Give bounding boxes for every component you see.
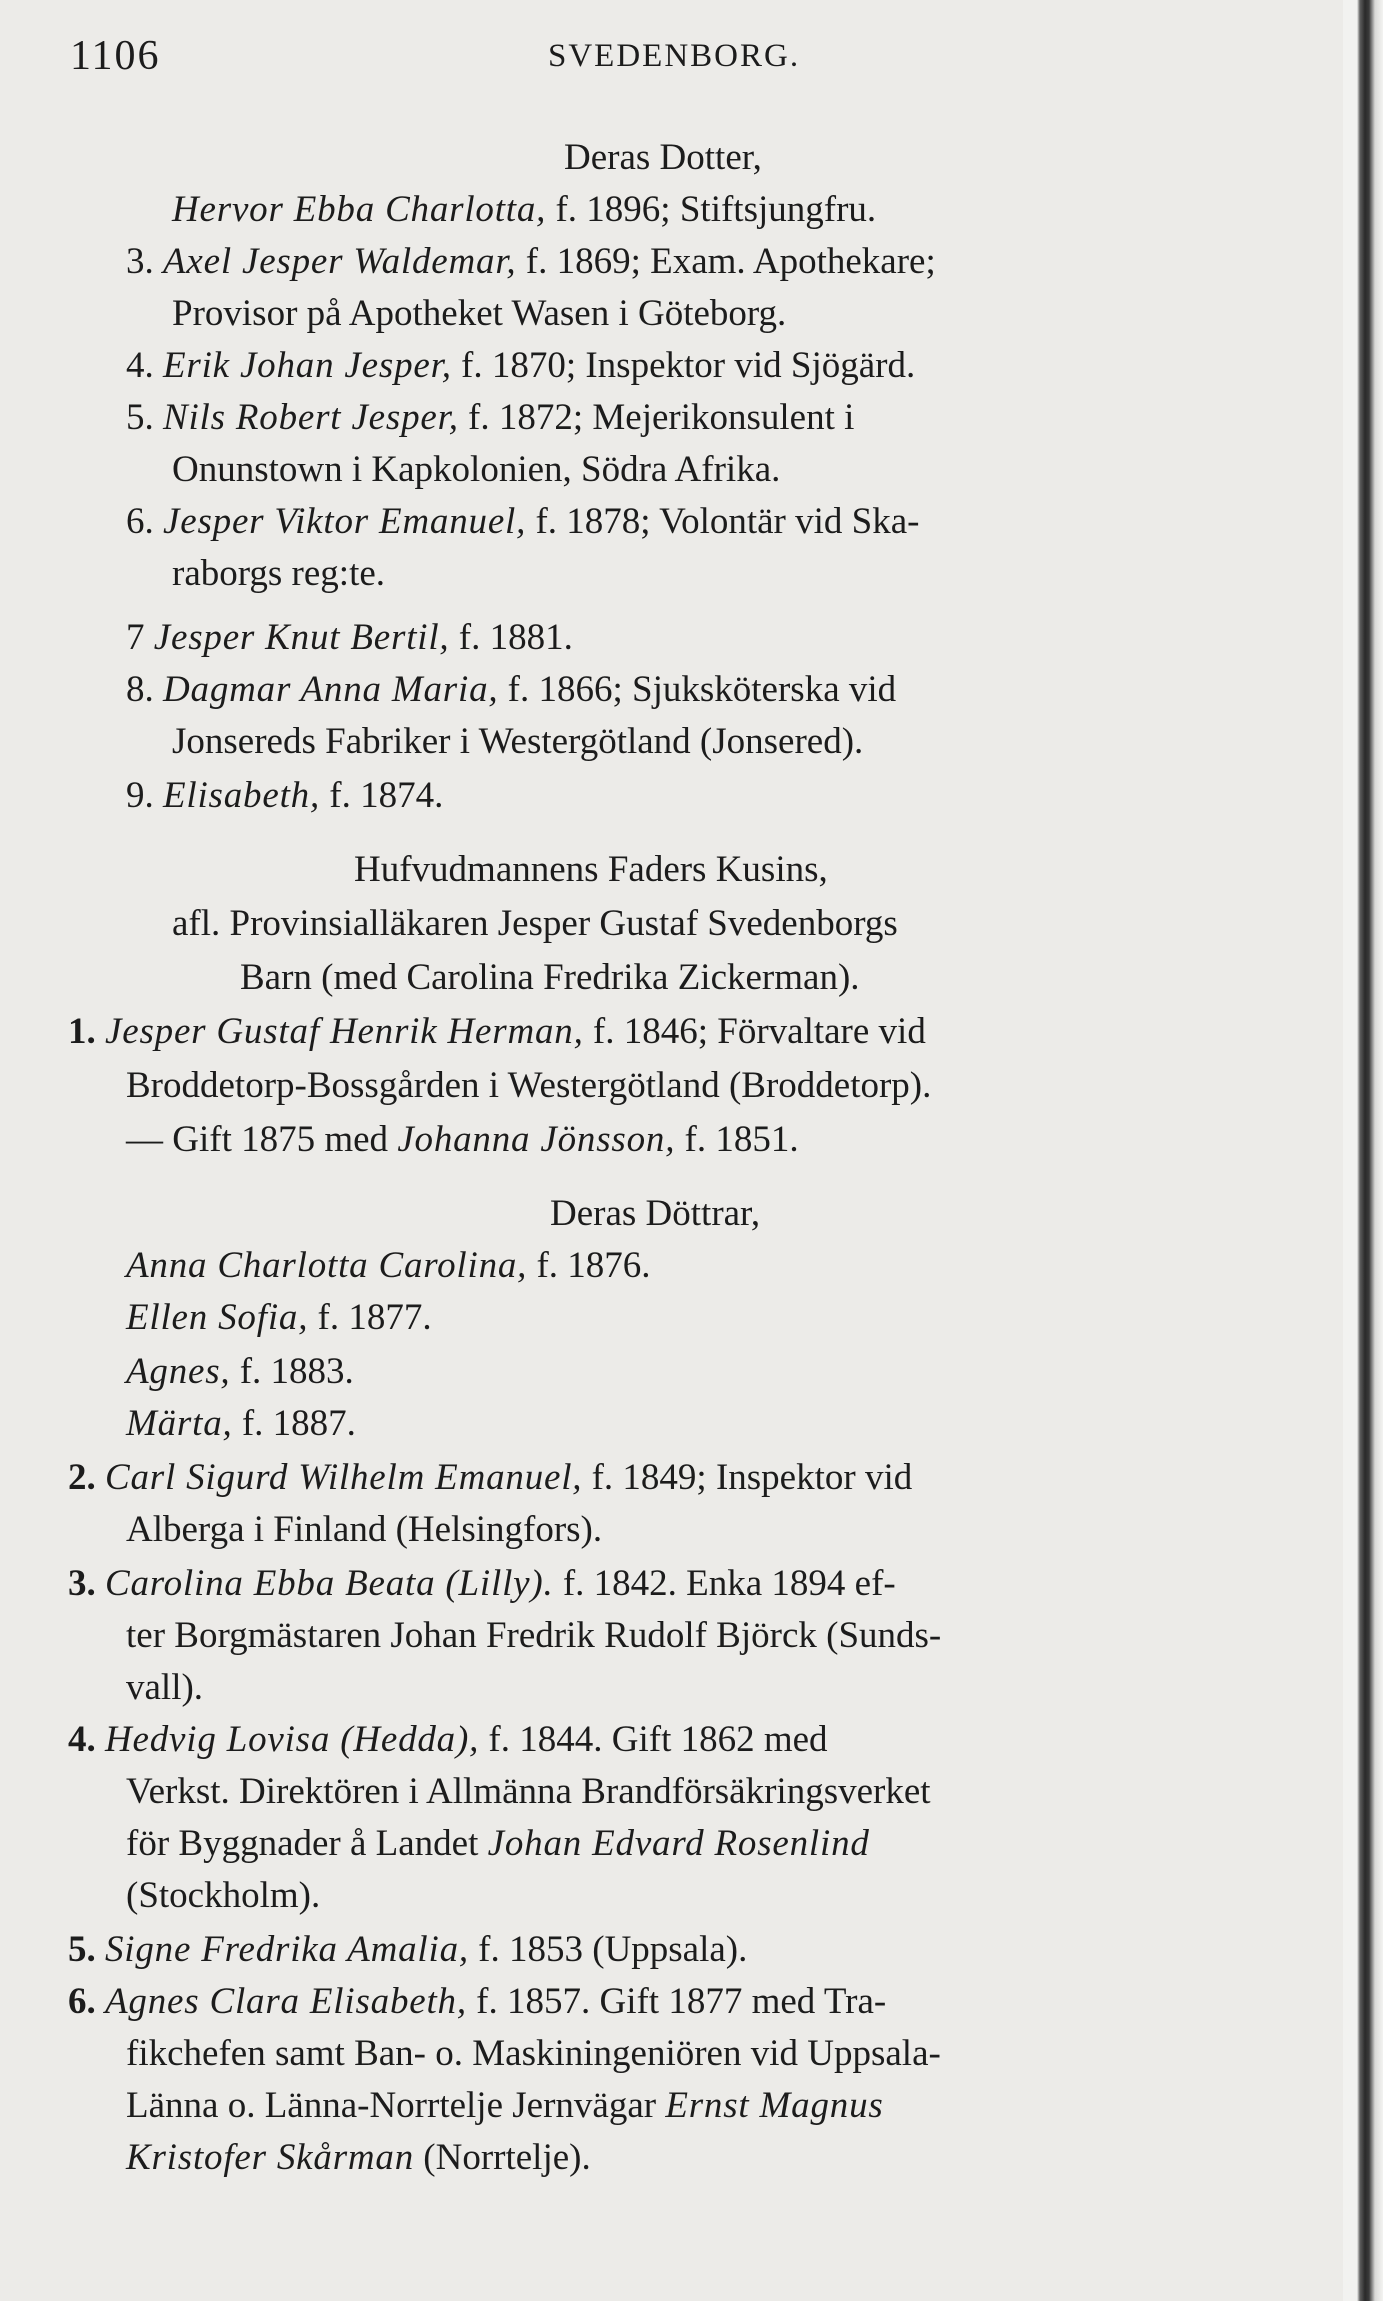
list-item	[68, 1928, 747, 1972]
section-heading: Barn (med Carolina Fredrika Zickerman).	[240, 957, 860, 998]
person-name: Hedvig Lovisa (Hedda),	[105, 1719, 480, 1760]
list-item	[126, 344, 915, 388]
list-item	[126, 1244, 651, 1288]
person-details: f. 1877.	[317, 1297, 432, 1338]
person-name: Dagmar Anna Maria,	[163, 669, 499, 710]
list-item	[172, 188, 876, 232]
person-details: f. 1872; Mejerikonsulent i	[468, 397, 855, 438]
person-name: Axel Jesper Waldemar,	[163, 241, 517, 282]
section-heading: Hufvudmannens Faders Kusins,	[354, 849, 828, 890]
list-item	[126, 396, 854, 440]
person-name: Agnes Clara Elisabeth,	[105, 1981, 467, 2022]
person-name: Carl Sigurd Wilhelm Emanuel,	[105, 1457, 583, 1498]
list-item-continuation: fikchefen samt Ban- o. Maskiningeniören vid Uppsala-	[126, 2033, 941, 2074]
section-heading: Deras Dotter,	[564, 137, 762, 178]
list-item-continuation: (Stockholm).	[126, 1875, 321, 1916]
person-name: Elisabeth,	[163, 775, 321, 816]
list-item	[126, 1402, 356, 1446]
list-item	[68, 1980, 886, 2024]
page-number: 1106	[70, 33, 161, 79]
person-details: f. 1851.	[684, 1119, 799, 1160]
item-number: 5.	[126, 397, 154, 438]
item-number: 6.	[126, 501, 154, 542]
person-details: f. 1842. Enka 1894 ef-	[562, 1563, 896, 1604]
person-name: Jesper Knut Bertil,	[153, 617, 450, 658]
list-item	[126, 240, 936, 284]
person-details: f. 1887.	[241, 1403, 356, 1444]
list-item-continuation: Broddetorp-Bossgården i Westergötland (Broddetorp).	[126, 1065, 932, 1106]
person-name: Johanna Jönsson,	[397, 1119, 676, 1160]
item-number: 9.	[126, 775, 154, 816]
list-item	[126, 1350, 354, 1394]
person-details: f. 1853 (Uppsala).	[478, 1929, 748, 1970]
list-item	[68, 1010, 926, 1054]
list-item-continuation: vall).	[126, 1667, 204, 1708]
person-name: Anna Charlotta Carolina,	[126, 1245, 528, 1286]
section-heading: afl. Provinsialläkaren Jesper Gustaf Svedenborgs	[172, 903, 898, 944]
person-name: Agnes,	[126, 1351, 231, 1392]
person-name: Jesper Viktor Emanuel,	[163, 501, 527, 542]
person-name: Carolina Ebba Beata (Lilly).	[105, 1563, 554, 1604]
item-number: 2.	[68, 1457, 96, 1498]
list-item-continuation	[126, 2136, 591, 2180]
list-item	[126, 774, 443, 818]
list-item-continuation: Alberga i Finland (Helsingfors).	[126, 1509, 603, 1550]
list-item-continuation: Verkst. Direktören i Allmänna Brandförsäkringsverket	[126, 1771, 931, 1812]
item-number: 6.	[68, 1981, 96, 2022]
person-name: Nils Robert Jesper,	[163, 397, 459, 438]
person-details: f. 1883.	[239, 1351, 354, 1392]
list-item-continuation	[126, 1822, 870, 1866]
person-details: f. 1846; Förvaltare vid	[592, 1011, 926, 1052]
item-number: 4.	[126, 345, 154, 386]
person-details: f. 1844. Gift 1862 med	[488, 1719, 828, 1760]
person-name: Hervor Ebba Charlotta,	[172, 189, 547, 230]
person-details: f. 1866; Sjuksköterska vid	[507, 669, 897, 710]
item-number: 3.	[68, 1563, 96, 1604]
continuation-text: för Byggnader å Landet	[126, 1823, 479, 1864]
person-details: f. 1881.	[458, 617, 573, 658]
bleed-through-shadow	[80, 120, 580, 180]
list-item-continuation: raborgs reg:te.	[172, 553, 386, 594]
list-item	[68, 1562, 896, 1606]
person-name: Kristofer Skårman	[126, 2137, 415, 2178]
list-item-continuation: Provisor på Apotheket Wasen i Göteborg.	[172, 293, 787, 334]
item-number: 5.	[68, 1929, 96, 1970]
person-name: Erik Johan Jesper,	[163, 345, 452, 386]
list-item-continuation	[126, 1118, 799, 1162]
item-number: 7	[126, 617, 145, 658]
list-item	[126, 668, 896, 712]
list-item	[126, 500, 919, 544]
item-number: 8.	[126, 669, 154, 710]
person-details: f. 1857. Gift 1877 med Tra-	[476, 1981, 887, 2022]
list-item	[68, 1456, 912, 1500]
item-number: 1.	[68, 1011, 96, 1052]
binding-edge	[1343, 0, 1383, 2301]
marriage-text: — Gift 1875 med	[126, 1119, 389, 1160]
person-name: Signe Fredrika Amalia,	[105, 1929, 469, 1970]
list-item	[68, 1718, 828, 1762]
item-number: 4.	[68, 1719, 96, 1760]
list-item-continuation: Jonsereds Fabriker i Westergötland (Jonsered).	[172, 721, 864, 762]
item-number: 3.	[126, 241, 154, 282]
person-details: f. 1878; Volontär vid Ska-	[535, 501, 920, 542]
continuation-text: Länna o. Länna-Norrtelje Jernvägar	[126, 2085, 657, 2126]
person-details: f. 1876.	[536, 1245, 651, 1286]
person-details: (Norrtelje).	[423, 2137, 591, 2178]
person-name: Jesper Gustaf Henrik Herman,	[105, 1011, 584, 1052]
person-name: Ellen Sofia,	[126, 1297, 309, 1338]
person-details: f. 1874.	[329, 775, 444, 816]
person-details: f. 1849; Inspektor vid	[591, 1457, 913, 1498]
list-item-continuation: ter Borgmästaren Johan Fredrik Rudolf Björck (Sunds-	[126, 1615, 942, 1656]
person-name: Märta,	[126, 1403, 233, 1444]
person-name: Johan Edvard Rosenlind	[487, 1823, 870, 1864]
person-name: Ernst Magnus	[665, 2085, 884, 2126]
person-details: f. 1870; Inspektor vid Sjögärd.	[461, 345, 916, 386]
list-item-continuation	[126, 2084, 884, 2128]
person-details: f. 1869; Exam. Apothekare;	[525, 241, 936, 282]
running-title: SVEDENBORG.	[548, 38, 801, 74]
section-heading: Deras Döttrar,	[550, 1193, 761, 1234]
list-item-continuation: Onunstown i Kapkolonien, Södra Afrika.	[172, 449, 781, 490]
person-details: f. 1896; Stiftsjungfru.	[555, 189, 877, 230]
list-item	[126, 616, 573, 660]
list-item	[126, 1296, 432, 1340]
